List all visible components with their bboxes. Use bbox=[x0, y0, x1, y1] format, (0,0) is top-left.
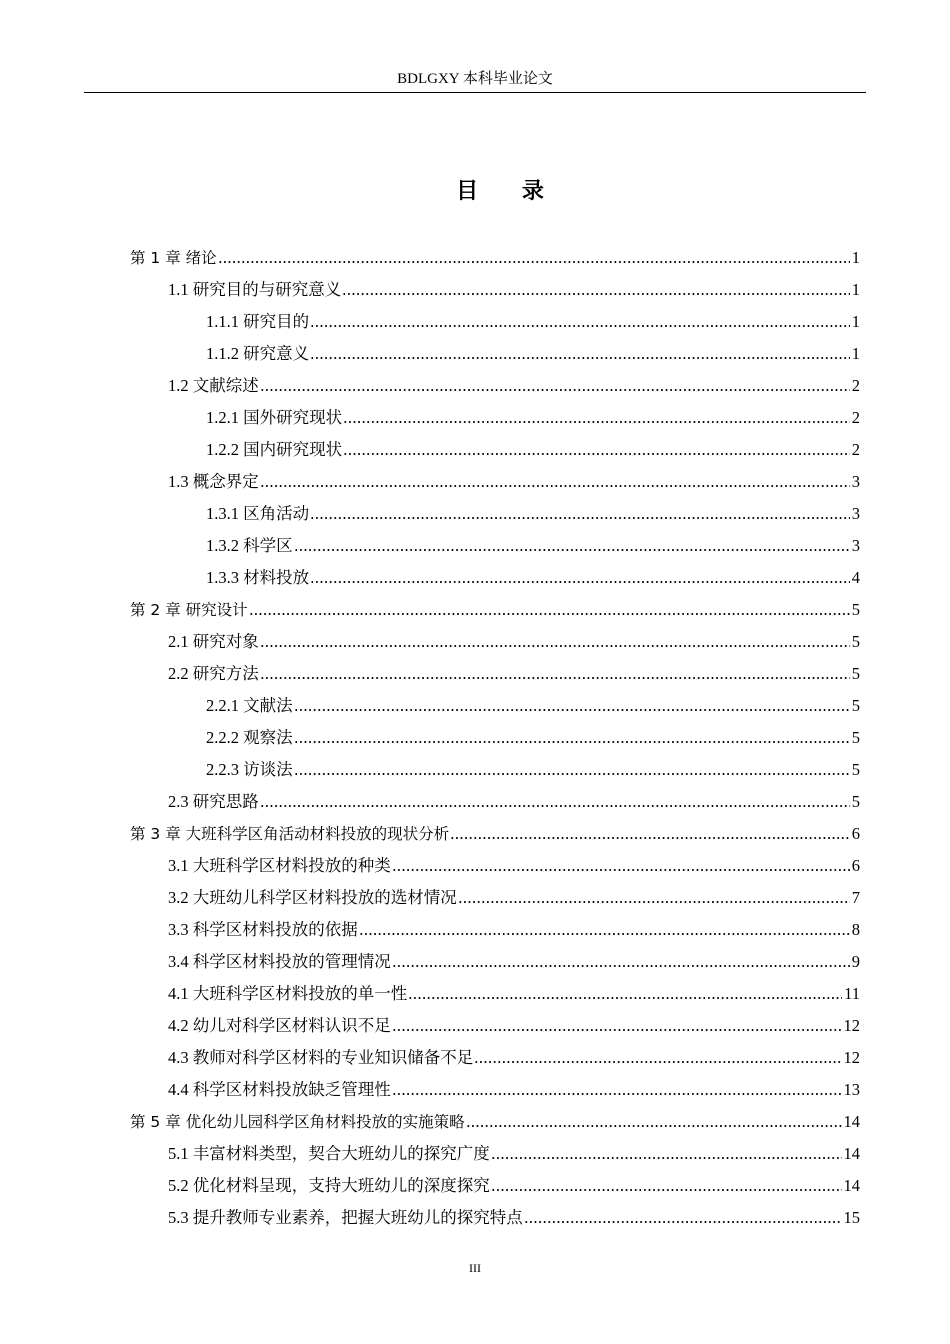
toc-entry-title: 3.1 大班科学区材料投放的种类 bbox=[168, 856, 391, 875]
toc-subsection-entry[interactable] bbox=[0, 338, 860, 370]
toc-entry-title: 2.2.2 观察法 bbox=[206, 728, 293, 747]
toc-entry-page-number: 13 bbox=[843, 1080, 860, 1099]
toc-section-entry[interactable] bbox=[0, 274, 860, 306]
toc-section-entry[interactable] bbox=[0, 978, 860, 1010]
dot-leader bbox=[260, 389, 850, 391]
toc-entry-title: 1.1.2 研究意义 bbox=[206, 344, 310, 363]
toc-entry-page-number: 14 bbox=[843, 1176, 860, 1195]
toc-section-entry[interactable] bbox=[0, 1042, 860, 1074]
toc-entry-page-number: 2 bbox=[851, 440, 860, 459]
toc-entry-page-number: 1 bbox=[851, 312, 860, 331]
toc-entry-title: 1.3.2 科学区 bbox=[206, 536, 293, 555]
toc-entry-page-number: 2 bbox=[851, 408, 860, 427]
page-number: III bbox=[469, 1261, 481, 1275]
dot-leader bbox=[359, 933, 850, 935]
toc-entry-page-number: 1 bbox=[851, 344, 860, 363]
toc-subsection-entry[interactable] bbox=[0, 306, 860, 338]
page-header: BDLGXY 本科毕业论文 bbox=[84, 68, 866, 93]
dot-leader bbox=[343, 421, 850, 423]
dot-leader bbox=[294, 549, 850, 551]
dot-leader bbox=[392, 1093, 842, 1095]
dot-leader bbox=[249, 613, 850, 615]
toc-subsection-entry[interactable] bbox=[0, 402, 860, 434]
dot-leader bbox=[343, 453, 850, 455]
toc-section-entry[interactable] bbox=[0, 1202, 860, 1234]
toc-section-entry[interactable] bbox=[0, 626, 860, 658]
toc-section-entry[interactable] bbox=[0, 658, 860, 690]
toc-entry-title: 2.1 研究对象 bbox=[168, 632, 259, 651]
toc-subsection-entry[interactable] bbox=[0, 722, 860, 754]
toc-entry-page-number: 14 bbox=[843, 1144, 860, 1163]
toc-subsection-entry[interactable] bbox=[0, 434, 860, 466]
toc-entry-page-number: 5 bbox=[851, 632, 860, 651]
toc-subsection-entry[interactable] bbox=[0, 530, 860, 562]
toc-section-entry[interactable] bbox=[0, 466, 860, 498]
dot-leader bbox=[294, 709, 850, 711]
dot-leader bbox=[466, 1125, 842, 1127]
toc-chapter-entry[interactable] bbox=[0, 818, 860, 850]
toc-entry-title: 1.3.3 材料投放 bbox=[206, 568, 310, 587]
toc-entry-title: 1.1 研究目的与研究意义 bbox=[168, 280, 342, 299]
toc-entry-page-number: 5 bbox=[851, 760, 860, 779]
toc-entry-page-number: 12 bbox=[843, 1016, 860, 1035]
dot-leader bbox=[260, 485, 850, 487]
dot-leader bbox=[450, 837, 850, 839]
toc-entry-page-number: 6 bbox=[851, 824, 860, 843]
toc-section-entry[interactable] bbox=[0, 1074, 860, 1106]
toc-section-entry[interactable] bbox=[0, 850, 860, 882]
dot-leader bbox=[260, 645, 850, 647]
toc-entry-page-number: 9 bbox=[851, 952, 860, 971]
toc-entry-page-number: 1 bbox=[851, 248, 860, 267]
toc-entry-title: 1.1.1 研究目的 bbox=[206, 312, 310, 331]
toc-subsection-entry[interactable] bbox=[0, 690, 860, 722]
toc-entry-page-number: 7 bbox=[851, 888, 860, 907]
toc-entry-page-number: 11 bbox=[844, 984, 860, 1003]
toc-entry-page-number: 5 bbox=[851, 664, 860, 683]
toc-entry-title: 4.2 幼儿对科学区材料认识不足 bbox=[168, 1016, 391, 1035]
dot-leader bbox=[294, 741, 850, 743]
toc-entry-page-number: 3 bbox=[851, 472, 860, 491]
dot-leader bbox=[392, 869, 850, 871]
toc-section-entry[interactable] bbox=[0, 882, 860, 914]
toc-entry-title: 1.2.2 国内研究现状 bbox=[206, 440, 343, 459]
toc-entry-page-number: 3 bbox=[851, 536, 860, 555]
toc-entry-title: 4.1 大班科学区材料投放的单一性 bbox=[168, 984, 408, 1003]
toc-entry-page-number: 15 bbox=[843, 1208, 860, 1227]
toc-subsection-entry[interactable] bbox=[0, 562, 860, 594]
toc-section-entry[interactable] bbox=[0, 1138, 860, 1170]
dot-leader bbox=[310, 517, 850, 519]
dot-leader bbox=[260, 677, 850, 679]
toc-entry-title: 1.3 概念界定 bbox=[168, 472, 259, 491]
toc-entry-title: 1.3.1 区角活动 bbox=[206, 504, 310, 523]
toc-entry-title: 2.2 研究方法 bbox=[168, 664, 259, 683]
dot-leader bbox=[342, 293, 850, 295]
dot-leader bbox=[310, 581, 850, 583]
toc-chapter-entry[interactable] bbox=[0, 594, 860, 626]
toc-entry-title: 5.3 提升教师专业素养，把握大班幼儿的探究特点 bbox=[168, 1208, 523, 1227]
dot-leader bbox=[294, 773, 850, 775]
toc-entry-title: 2.3 研究思路 bbox=[168, 792, 259, 811]
toc-entry-page-number: 5 bbox=[851, 792, 860, 811]
dot-leader bbox=[310, 325, 850, 327]
toc-entry-title: 3.2 大班幼儿科学区材料投放的选材情况 bbox=[168, 888, 457, 907]
toc-entry-page-number: 5 bbox=[851, 600, 860, 619]
dot-leader bbox=[310, 357, 850, 359]
toc-section-entry[interactable] bbox=[0, 914, 860, 946]
toc-entry-page-number: 1 bbox=[851, 280, 860, 299]
toc-entry-title: 5.1 丰富材料类型，契合大班幼儿的探究广度 bbox=[168, 1144, 490, 1163]
dot-leader bbox=[260, 805, 850, 807]
dot-leader bbox=[392, 1029, 842, 1031]
dot-leader bbox=[392, 965, 850, 967]
toc-section-entry[interactable] bbox=[0, 1170, 860, 1202]
toc-entry-title: 2.2.1 文献法 bbox=[206, 696, 293, 715]
toc-chapter-entry[interactable] bbox=[0, 1106, 860, 1138]
toc-entry-page-number: 8 bbox=[851, 920, 860, 939]
toc-entry-page-number: 3 bbox=[851, 504, 860, 523]
toc-entry-page-number: 14 bbox=[843, 1112, 860, 1131]
toc-subsection-entry[interactable] bbox=[0, 754, 860, 786]
dot-leader bbox=[491, 1157, 842, 1159]
table-of-contents bbox=[0, 242, 950, 1234]
toc-entry-page-number: 4 bbox=[851, 568, 860, 587]
toc-subsection-entry[interactable] bbox=[0, 498, 860, 530]
toc-title: 目 录 bbox=[456, 179, 562, 204]
toc-section-entry[interactable] bbox=[0, 786, 860, 818]
dot-leader bbox=[218, 261, 850, 263]
toc-chapter-entry[interactable] bbox=[0, 242, 860, 274]
toc-entry-page-number: 6 bbox=[851, 856, 860, 875]
toc-entry-title: 第 5 章 优化幼儿园科学区角材料投放的实施策略 bbox=[130, 1113, 465, 1131]
toc-entry-title: 3.4 科学区材料投放的管理情况 bbox=[168, 952, 391, 971]
toc-entry-title: 第 2 章 研究设计 bbox=[130, 601, 248, 619]
toc-entry-page-number: 5 bbox=[851, 728, 860, 747]
dot-leader bbox=[491, 1189, 842, 1191]
toc-entry-page-number: 12 bbox=[843, 1048, 860, 1067]
toc-entry-title: 1.2 文献综述 bbox=[168, 376, 259, 395]
toc-entry-title: 1.2.1 国外研究现状 bbox=[206, 408, 343, 427]
toc-entry-title: 4.3 教师对科学区材料的专业知识储备不足 bbox=[168, 1048, 474, 1067]
toc-entry-title: 3.3 科学区材料投放的依据 bbox=[168, 920, 358, 939]
dot-leader bbox=[408, 997, 842, 999]
toc-section-entry[interactable] bbox=[0, 1010, 860, 1042]
toc-entry-page-number: 2 bbox=[851, 376, 860, 395]
toc-entry-title: 2.2.3 访谈法 bbox=[206, 760, 293, 779]
toc-entry-title: 第 3 章 大班科学区角活动材料投放的现状分析 bbox=[130, 825, 450, 843]
dot-leader bbox=[474, 1061, 841, 1063]
toc-entry-page-number: 5 bbox=[851, 696, 860, 715]
toc-section-entry[interactable] bbox=[0, 370, 860, 402]
toc-section-entry[interactable] bbox=[0, 946, 860, 978]
toc-entry-title: 4.4 科学区材料投放缺乏管理性 bbox=[168, 1080, 391, 1099]
toc-entry-title: 第 1 章 绪论 bbox=[130, 249, 217, 267]
dot-leader bbox=[458, 901, 850, 903]
dot-leader bbox=[524, 1221, 842, 1223]
toc-entry-title: 5.2 优化材料呈现，支持大班幼儿的深度探究 bbox=[168, 1176, 490, 1195]
